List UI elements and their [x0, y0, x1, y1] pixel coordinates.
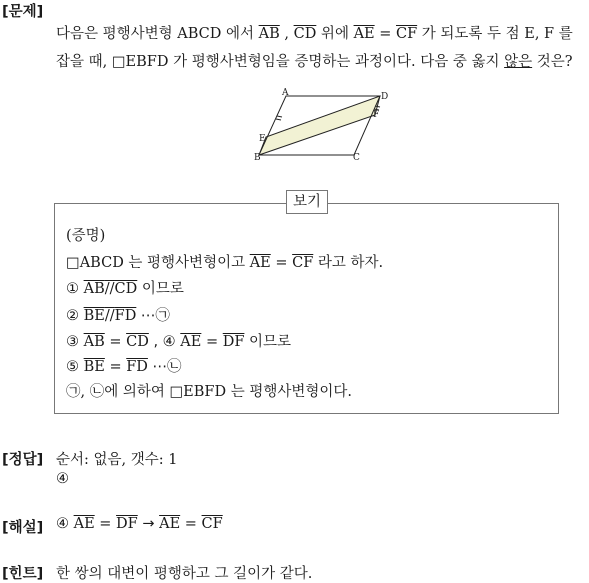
segment-ae: $\overline{AE}$ [159, 516, 181, 532]
problem-line-1 [56, 22, 573, 43]
proof-heading: (증명) [66, 228, 106, 244]
equals-sign: = [94, 516, 117, 532]
proof-conclusion: ㉠, ㉡에 의하여 □EBFD 는 평행사변형이다. [66, 384, 352, 400]
shaded-parallelogram-ebfd [259, 96, 380, 155]
proof-box-title: 보기 [286, 190, 328, 214]
answer-tag: [정답] [2, 452, 44, 468]
segment-cf: $\overline{CF}$ [396, 26, 418, 42]
problem-text: 잡을 때, □EBFD 가 평행사변형임을 증명하는 과정이다. 다음 중 옳지 [56, 54, 505, 70]
tick-mark-ae-1 [277, 116, 282, 117]
label-a: A [282, 88, 289, 98]
reference-mark: ⋯㉡ [147, 359, 182, 375]
equals-sign: = [104, 334, 127, 350]
proof-line-1 [66, 251, 383, 272]
segment-ae: $\overline{AE}$ [180, 334, 202, 350]
segment-be: BE [83, 308, 105, 324]
parallel-statement [84, 281, 138, 297]
segment-df: $\overline{DF}$ [116, 516, 138, 532]
parallel-sign: // [104, 308, 115, 324]
equals-sign: = [180, 516, 202, 532]
parallelogram-figure [254, 88, 394, 168]
step-number: ① [66, 281, 84, 297]
proof-text: □ABCD 는 평행사변형이고 [66, 255, 250, 271]
label-c: C [353, 153, 360, 163]
proof-text: 이므로 [244, 334, 292, 350]
label-d: D [381, 92, 389, 102]
problem-line-2 [56, 50, 573, 71]
segment-ae: $\overline{AE}$ [73, 516, 95, 532]
label-b: B [254, 153, 261, 163]
proof-text: 이므로 [137, 281, 184, 297]
equals-sign: = [201, 334, 223, 350]
proof-text: 라고 하자. [313, 255, 384, 271]
parallel-statement [84, 308, 137, 324]
segment-cd: CD [114, 281, 138, 297]
proof-line-5 [66, 355, 182, 376]
separator: , [279, 26, 294, 42]
arrow-icon: → [137, 516, 160, 532]
segment-ab: $\overline{AB}$ [258, 26, 280, 42]
proof-line-2 [66, 277, 184, 298]
tick-mark-ae-2 [276, 119, 281, 120]
solution-tag: [해설] [2, 520, 44, 536]
step-number: ③ [66, 334, 84, 350]
proof-line-3 [66, 304, 170, 325]
solution-line [56, 516, 223, 532]
hint-tag: [힌트] [2, 566, 44, 582]
equals-sign: = [104, 359, 127, 375]
proof-line-4 [66, 330, 291, 351]
segment-cf: $\overline{CF}$ [201, 516, 223, 532]
segment-ab: AB [83, 281, 105, 297]
problem-text: 가 되도록 두 점 E, F 를 [417, 26, 573, 42]
segment-cd: $\overline{CD}$ [293, 26, 317, 42]
step-number: ⑤ [66, 359, 84, 375]
label-e: E [259, 134, 266, 144]
segment-cf: $\overline{CF}$ [292, 255, 314, 271]
equals-sign: = [270, 255, 293, 271]
step-number: ④ [56, 516, 74, 532]
segment-fd: $\overline{FD}$ [126, 359, 148, 375]
segment-cd: $\overline{CD}$ [126, 334, 149, 350]
underlined-word: 않은 [504, 54, 533, 70]
answer-summary: 순서: 없음, 갯수: 1 [56, 452, 178, 468]
hint-text: 한 쌍의 대변이 평행하고 그 길이가 같다. [56, 566, 313, 582]
step-number: , ④ [148, 334, 181, 350]
segment-be: $\overline{BE}$ [83, 359, 105, 375]
problem-text: 것은? [532, 54, 573, 70]
answer-choice: ④ [56, 471, 69, 487]
problem-text: 다음은 평행사변형 ABCD 에서 [56, 26, 259, 42]
reference-mark: ⋯㉠ [136, 308, 170, 324]
segment-df: $\overline{DF}$ [222, 334, 245, 350]
segment-fd: FD [114, 308, 137, 324]
problem-tag: [문제] [2, 4, 44, 20]
equals-sign: = [374, 26, 396, 42]
step-number: ② [66, 308, 84, 324]
parallel-sign: // [104, 281, 115, 297]
problem-text: 위에 [316, 26, 354, 42]
segment-ab: $\overline{AB}$ [83, 334, 105, 350]
segment-ae: $\overline{AE}$ [249, 255, 271, 271]
segment-ae: $\overline{AE}$ [353, 26, 375, 42]
label-f: F [373, 110, 380, 120]
